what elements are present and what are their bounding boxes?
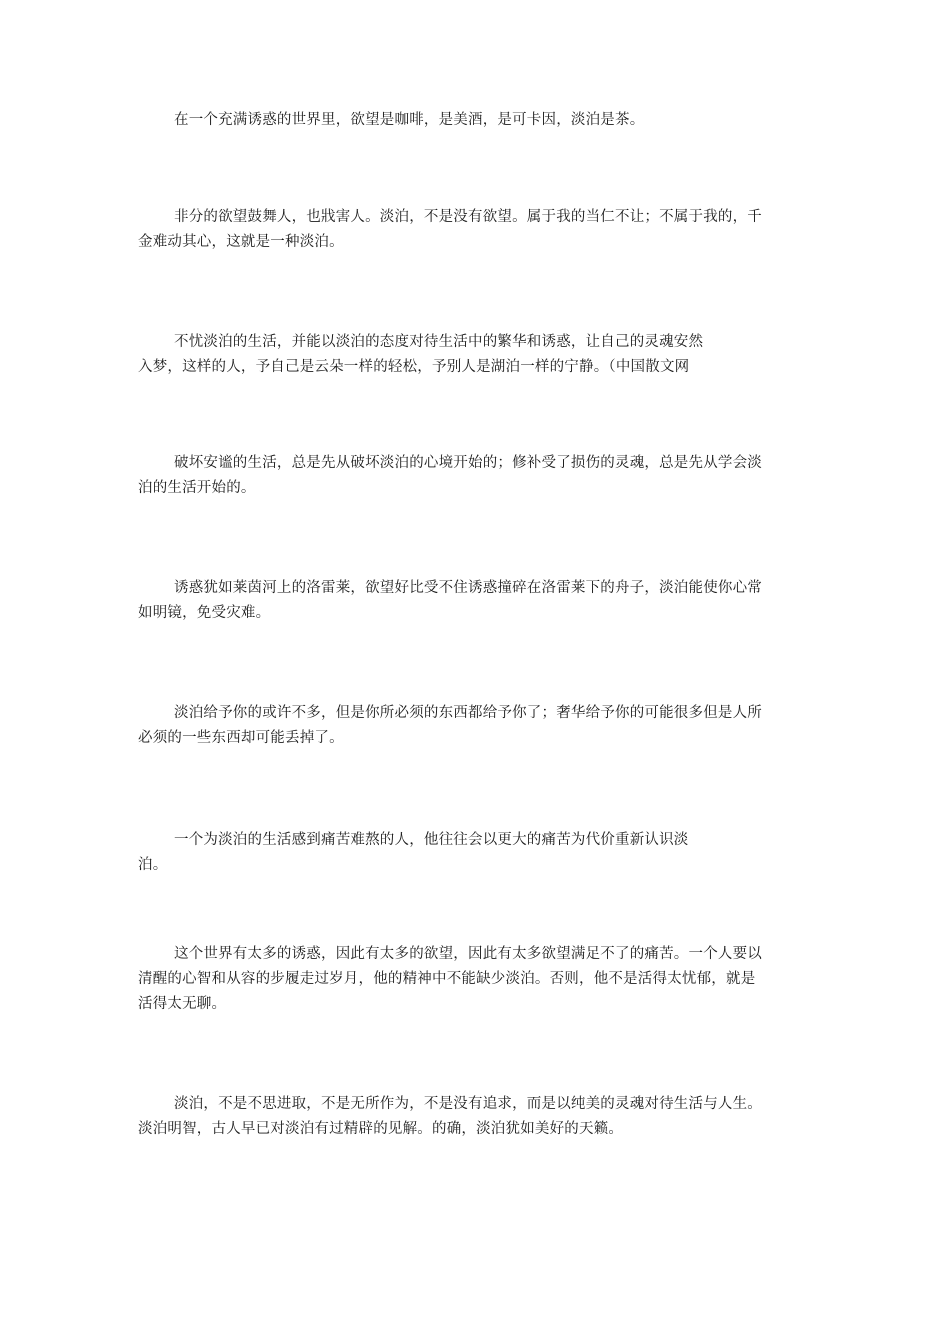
paragraph-line: 这个世界有太多的诱惑，因此有太多的欲望，因此有太多欲望满足不了的痛苦。一个人要以 (174, 946, 762, 962)
paragraph-4 (138, 451, 762, 501)
paragraph-line: 淡泊明智，古人早已对淡泊有过精辟的见解。的确，淡泊犹如美好的天籁。 (138, 1121, 624, 1137)
paragraph-line: 在一个充满诱惑的世界里，欲望是咖啡，是美酒，是可卡因，淡泊是茶。 (174, 112, 645, 128)
paragraph-line: 淡泊，不是不思进取，不是无所作为，不是没有追求，而是以纯美的灵魂对待生活与人生。 (174, 1096, 762, 1112)
paragraph-line: 活得太无聊。 (138, 996, 227, 1012)
paragraph-1 (138, 108, 644, 133)
paragraph-3 (138, 330, 703, 380)
paragraph-5 (138, 576, 762, 626)
paragraph-line: 诱惑犹如莱茵河上的洛雷莱，欲望好比受不住诱惑撞碎在洛雷莱下的舟子，淡泊能使你心常 (174, 580, 762, 596)
paragraph-line: 破坏安谧的生活，总是先从破坏淡泊的心境开始的；修补受了损伤的灵魂，总是先从学会淡 (174, 455, 762, 471)
paragraph-line: 入梦，这样的人，予自己是云朵一样的轻松，予别人是湖泊一样的宁静。（中国散文网 (138, 359, 690, 375)
paragraph-line: 金难动其心，这就是一种淡泊。 (138, 234, 344, 250)
paragraph-6 (138, 701, 762, 751)
paragraph-line: 泊的生活开始的。 (138, 480, 256, 496)
paragraph-2 (138, 205, 762, 255)
paragraph-line: 必须的一些东西却可能丢掉了。 (138, 730, 344, 746)
paragraph-line: 淡泊给予你的或许不多，但是你所必须的东西都给予你了；奢华给予你的可能很多但是人所 (174, 705, 762, 721)
paragraph-line: 不忧淡泊的生活，并能以淡泊的态度对待生活中的繁华和诱惑，让自己的灵魂安然 (174, 334, 704, 350)
paragraph-9 (138, 1092, 762, 1142)
paragraph-line: 清醒的心智和从容的步履走过岁月，他的精神中不能缺少淡泊。否则，他不是活得太忧郁，就是 (138, 971, 756, 987)
paragraph-line: 如明镜，免受灾难。 (138, 605, 271, 621)
paragraph-8 (138, 942, 762, 1017)
paragraph-7 (138, 828, 689, 878)
paragraph-line: 泊。 (138, 857, 168, 873)
paragraph-line: 一个为淡泊的生活感到痛苦难熬的人，他往往会以更大的痛苦为代价重新认识淡 (174, 832, 689, 848)
paragraph-line: 非分的欲望鼓舞人，也戕害人。淡泊，不是没有欲望。属于我的当仁不让；不属于我的，千 (174, 209, 762, 225)
